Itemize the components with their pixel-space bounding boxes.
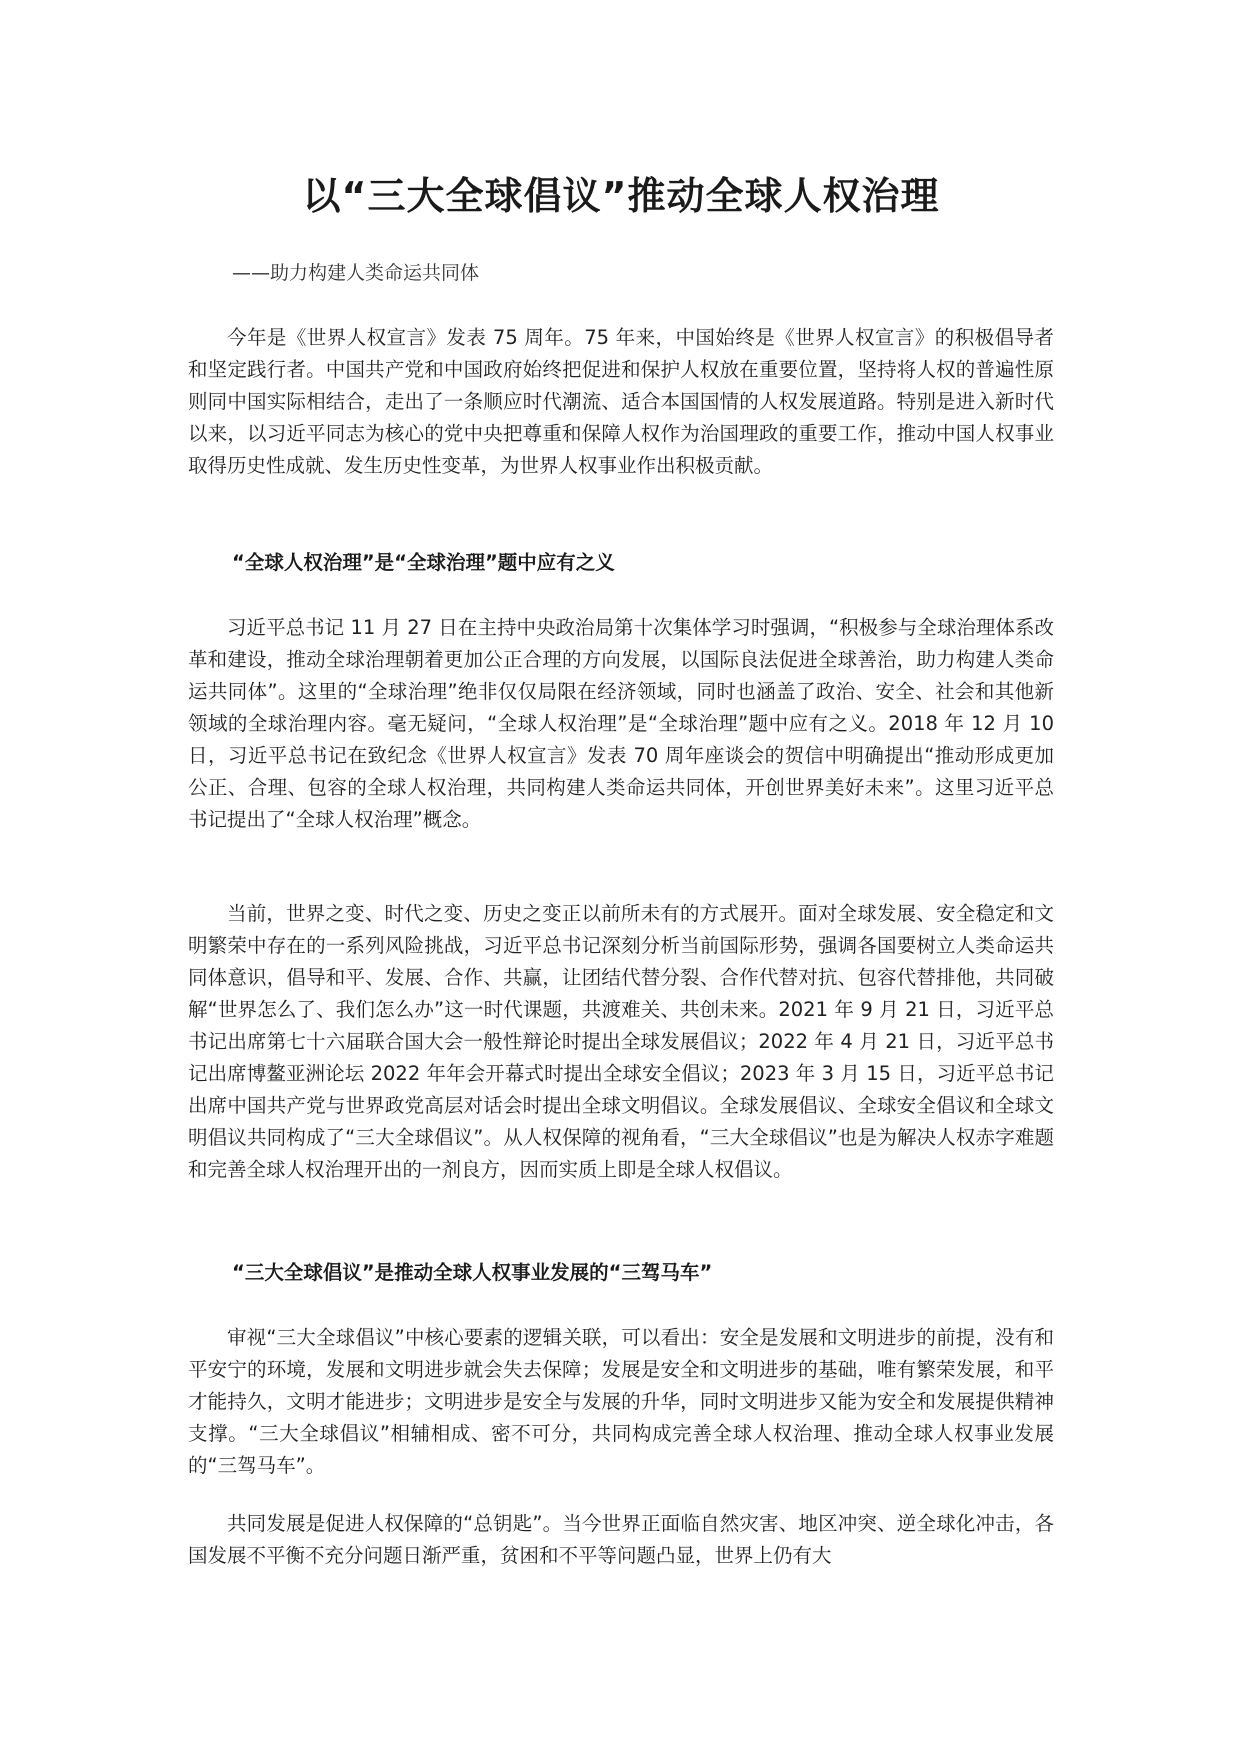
section-heading-2: “三大全球倡议”是推动全球人权事业发展的“三驾马车” [232, 1261, 713, 1284]
paragraph-common-development: 共同发展是促进人权保障的“总钥匙”。当今世界正面临自然灾害、地区冲突、逆全球化冲击，各国发展不平衡不充分问题日渐严重，贫困和不平等问题凸显，世界上仍有大 [188, 1512, 1054, 1567]
paragraph-three-initiatives: 当前，世界之变、时代之变、历史之变正以前所未有的方式展开。面对全球发展、安全稳定和文明繁荣中存在的一系列风险挑战，习近平总书记深刻分析当前国际形势，强调各国要树立人类命运共同体意识，倡导和平、发展、合作、共赢，让团结代替分裂、合作代替对抗、包容代替排他，共同破解“世界怎么了、我们怎么办”这一时代课题，共渡难关、共创未来。2021 年 9 月 21 日，习近平总书记出席第七十六届联合国大会一般性辩论时提出全球发展倡议；2022 年 4 月 21 日，习近平总书记出席博鳌亚洲论坛 2022 年年会开幕式时提出全球安全倡议；2023 年 3 月 15 日，习近平总书记出席中国共产党与世界政党高层对话会时提出全球文明倡议。全球发展倡议、全球安全倡议和全球文明倡议共同构成了“三大全球倡议”。从人权保障的视角看，“三大全球倡议”也是为解决人权赤字难题和完善全球人权治理开出的一剂良方，因而实质上即是全球人权倡议。 [188, 902, 1054, 1181]
paragraph-global-governance: 习近平总书记 11 月 27 日在主持中央政治局第十次集体学习时强调，“积极参与全球治理体系改革和建设，推动全球治理朝着更加公正合理的方向发展，以国际良法促进全球善治，助力构建人类命运共同体”。这里的“全球治理”绝非仅仅局限在经济领域，同时也涵盖了政治、安全、社会和其他新领域的全球治理内容。毫无疑问，“全球人权治理”是“全球治理”题中应有之义。2018 年 12 月 10 日，习近平总书记在致纪念《世界人权宣言》发表 70 周年座谈会的贺信中明确提出“推动形成更加公正、合理、包容的全球人权治理，共同构建人类命运共同体，开创世界美好未来”。这里习近平总书记提出了“全球人权治理”概念。 [188, 616, 1054, 831]
page-title: 以“三大全球倡议”推动全球人权治理 [302, 174, 940, 218]
paragraph-troika: 审视“三大全球倡议”中核心要素的逻辑关联，可以看出：安全是发展和文明进步的前提，没有和平安宁的环境，发展和文明进步就会失去保障；发展是安全和文明进步的基础，唯有繁荣发展，和平才能持久，文明才能进步；文明进步是安全与发展的升华，同时文明进步又能为安全和发展提供精神支撑。“三大全球倡议”相辅相成、密不可分，共同构成完善全球人权治理、推动全球人权事业发展的“三驾马车”。 [188, 1326, 1054, 1477]
paragraph-intro: 今年是《世界人权宣言》发表 75 周年。75 年来，中国始终是《世界人权宣言》的积极倡导者和坚定践行者。中国共产党和中国政府始终把促进和保护人权放在重要位置，坚持将人权的普遍性原则同中国实际相结合，走出了一条顺应时代潮流、适合本国国情的人权发展道路。特别是进入新时代以来，以习近平同志为核心的党中央把尊重和保障人权作为治国理政的重要工作，推动中国人权事业取得历史性成就、发生历史性变革，为世界人权事业作出积极贡献。 [188, 326, 1054, 477]
page-subtitle: ——助力构建人类命运共同体 [232, 262, 480, 284]
section-heading-1: “全球人权治理”是“全球治理”题中应有之义 [232, 551, 615, 574]
